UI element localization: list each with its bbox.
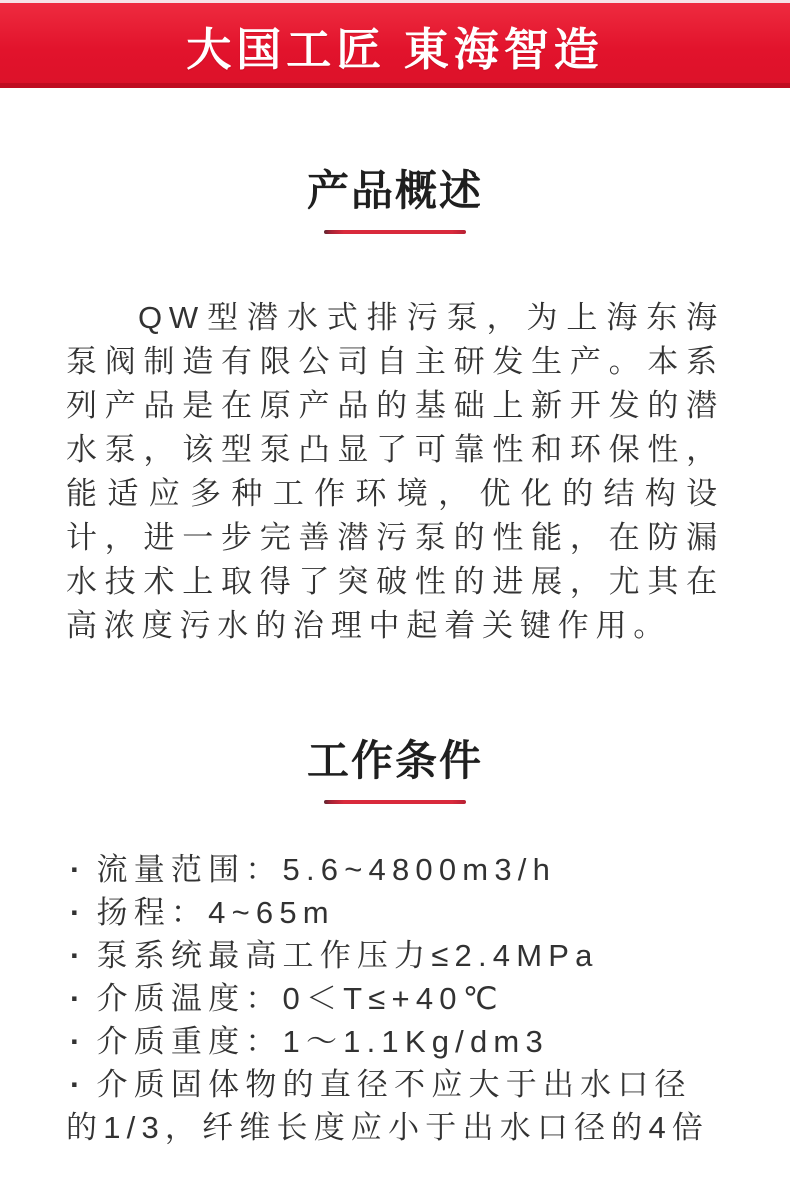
conditions-list bbox=[66, 848, 724, 1149]
overview-paragraph: QW型潜水式排污泵，为上海东海泵阀制造有限公司自主研发生产。本系列产品是在原产品的基础上新开发的潜水泵，该型泵凸显了可靠性和环保性，能适应多种工作环境，优化的结构设计，进一步完善潜污泵的性能，在防漏水技术上取得了突破性的进展，尤其在高浓度污水的治理中起着关键作用。 bbox=[66, 300, 724, 644]
section-product-overview bbox=[66, 168, 724, 648]
condition-item-head: · 扬程：4~65m bbox=[66, 891, 724, 934]
conditions-title-underline bbox=[324, 800, 466, 804]
banner-title: 大国工匠 東海智造 bbox=[186, 24, 604, 75]
top-banner bbox=[0, 0, 790, 88]
overview-section-title: 产品概述 bbox=[306, 167, 483, 214]
condition-item-medium-density: · 介质重度：1～1.1Kg/dm3 bbox=[66, 1020, 724, 1063]
conditions-section-title: 工作条件 bbox=[306, 737, 483, 785]
condition-item-max-pressure: · 泵系统最高工作压力≤2.4MPa bbox=[66, 934, 724, 977]
page-content bbox=[0, 168, 790, 1149]
section-working-conditions bbox=[66, 738, 724, 1149]
condition-item-solids-size: · 介质固体物的直径不应大于出水口径的1/3，纤维长度应小于出水口径的4倍 bbox=[66, 1063, 724, 1149]
condition-item-flow-range: · 流量范围：5.6~4800m3/h bbox=[66, 848, 724, 891]
condition-item-medium-temperature: · 介质温度：0＜T≤+40℃ bbox=[66, 977, 724, 1020]
overview-title-underline bbox=[324, 230, 466, 234]
